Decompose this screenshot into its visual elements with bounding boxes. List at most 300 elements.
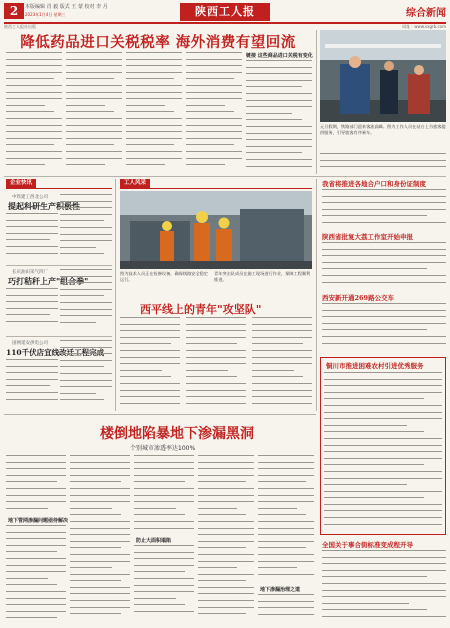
feature-col-3 <box>252 317 312 411</box>
text-line <box>246 133 312 138</box>
story-2-rule <box>6 336 112 337</box>
right-top-text <box>320 153 446 175</box>
text-line <box>6 59 62 64</box>
text-line <box>186 52 242 57</box>
railway-photo <box>320 30 446 122</box>
text-line <box>6 131 62 136</box>
right-story-2-text <box>322 242 446 290</box>
text-line <box>126 85 182 90</box>
bottom-subhead-1: 地下管网渗漏问题亟待解决 <box>8 518 69 524</box>
text-line <box>6 578 48 583</box>
text-line <box>60 289 112 294</box>
text-line <box>258 554 314 559</box>
text-line <box>320 153 446 158</box>
text-line <box>322 215 427 220</box>
left-column-divider <box>115 179 116 411</box>
text-line <box>198 488 254 493</box>
text-line <box>324 392 442 397</box>
text-line <box>70 508 112 513</box>
text-line <box>134 585 194 590</box>
story-1-rule <box>6 265 112 266</box>
text-line <box>324 510 442 515</box>
text-line <box>134 611 194 616</box>
text-line <box>70 600 130 605</box>
text-line <box>6 366 58 371</box>
text-line <box>258 501 314 506</box>
text-line <box>126 118 182 123</box>
story-1-col-b <box>60 194 112 263</box>
text-line <box>60 360 112 365</box>
text-line <box>186 98 242 103</box>
text-line <box>258 601 314 606</box>
text-line <box>252 396 312 401</box>
text-line <box>66 111 114 116</box>
text-line <box>120 370 162 375</box>
text-line <box>70 521 130 526</box>
text-line <box>198 475 254 480</box>
text-line <box>322 222 446 227</box>
text-line <box>322 550 446 555</box>
subinfo-left: 陕西工人报社出版 <box>4 24 36 29</box>
feature-photo-main <box>120 191 312 269</box>
story-2-title: 巧打秸秆上产"组合拳" <box>8 276 89 286</box>
masthead <box>4 3 446 27</box>
right-story-5-title: 全国关于事合街标准变成程开导 <box>322 541 413 549</box>
text-line <box>66 144 114 149</box>
text-line <box>198 561 254 566</box>
text-line <box>258 567 297 572</box>
text-line <box>246 80 312 85</box>
text-line <box>6 239 50 244</box>
text-line <box>134 578 194 583</box>
text-line <box>324 431 424 436</box>
text-line <box>322 209 446 214</box>
text-line <box>322 609 427 614</box>
text-line <box>66 59 122 64</box>
text-line <box>6 399 58 404</box>
text-line <box>60 276 112 281</box>
text-line <box>324 497 424 502</box>
right-story-1-title: 我省将推进各地合户口和身份证制度 <box>322 180 426 188</box>
text-line <box>246 106 312 111</box>
text-line <box>70 613 121 618</box>
right-story-5-text <box>322 550 446 624</box>
text-line <box>66 131 122 136</box>
text-line <box>66 151 122 156</box>
text-line <box>252 383 312 388</box>
text-line <box>186 59 242 64</box>
text-line <box>6 98 62 103</box>
text-line <box>70 475 130 480</box>
text-line <box>252 363 312 368</box>
text-line <box>134 558 194 563</box>
text-line <box>322 590 446 595</box>
text-line <box>186 330 246 335</box>
text-line <box>6 246 58 251</box>
text-line <box>186 158 242 163</box>
text-line <box>324 484 407 489</box>
text-line <box>186 363 246 368</box>
page-number: 2 <box>4 3 24 19</box>
text-line <box>252 330 312 335</box>
text-line <box>324 491 442 496</box>
text-line <box>126 105 165 110</box>
lead-column-2 <box>66 52 122 174</box>
text-line <box>6 372 58 377</box>
text-line <box>134 545 194 550</box>
text-line <box>6 164 45 169</box>
text-line <box>134 508 176 513</box>
text-line <box>126 98 182 103</box>
text-line <box>246 146 312 151</box>
text-line <box>134 462 194 467</box>
text-line <box>60 353 112 358</box>
text-line <box>66 158 122 163</box>
story-3-kicker: 国网延安供电公司 <box>12 341 48 346</box>
text-line <box>60 399 104 404</box>
text-line <box>6 538 66 543</box>
text-line <box>258 508 297 513</box>
text-line <box>258 594 314 599</box>
text-line <box>324 418 442 423</box>
text-line <box>70 607 130 612</box>
text-line <box>70 580 121 585</box>
text-line <box>60 340 112 345</box>
text-line <box>134 571 185 576</box>
bottom-col-3b <box>134 545 194 624</box>
right-story-4-title: 铜川市推进困难农村引进优秀服务 <box>326 362 424 370</box>
text-line <box>6 138 62 143</box>
text-line <box>186 403 246 408</box>
subinfo-right: 网址：www.sxgrb.com <box>402 24 446 29</box>
text-line <box>198 528 254 533</box>
text-line <box>322 268 427 273</box>
text-line <box>258 574 314 579</box>
bottom-col-1 <box>6 455 66 515</box>
text-line <box>126 151 182 156</box>
text-line <box>6 301 58 306</box>
text-line <box>70 514 121 519</box>
text-line <box>6 125 62 130</box>
story-3-col-b <box>60 340 112 409</box>
bottom-subhead-3: 地下渗漏治理之道 <box>260 587 301 593</box>
text-line <box>198 554 254 559</box>
text-line <box>60 234 112 239</box>
text-line <box>134 598 176 603</box>
lead-column-1 <box>6 52 62 174</box>
bottom-col-3 <box>134 455 194 535</box>
text-line <box>258 528 314 533</box>
text-line <box>70 501 130 506</box>
text-line <box>324 451 442 456</box>
text-line <box>6 105 45 110</box>
text-line <box>258 561 314 566</box>
text-line <box>126 65 182 70</box>
story-3-title: 110千伏店宜线改迁工程完成 <box>6 348 105 357</box>
text-line <box>6 468 66 473</box>
text-line <box>6 551 57 556</box>
text-line <box>60 373 112 378</box>
story-2-col-b <box>60 269 112 334</box>
text-line <box>70 534 130 539</box>
bottom-subtitle: 个别城市渗透率达100% <box>130 445 196 452</box>
text-line <box>126 92 182 97</box>
section-separator <box>4 176 446 177</box>
text-line <box>258 468 314 473</box>
text-line <box>6 481 57 486</box>
text-line <box>126 111 174 116</box>
text-line <box>186 376 237 381</box>
text-line <box>258 547 306 552</box>
text-line <box>6 571 66 576</box>
text-line <box>60 253 104 258</box>
text-line <box>6 213 58 218</box>
right-story-3-title: 西安新开通269路公交车 <box>322 294 395 302</box>
text-line <box>186 396 246 401</box>
text-line <box>6 462 66 467</box>
enterprise-label-rule <box>6 188 112 189</box>
text-line <box>324 471 442 476</box>
text-line <box>6 253 58 258</box>
text-line <box>66 164 105 169</box>
text-line <box>126 144 174 149</box>
text-line <box>134 495 194 500</box>
text-line <box>60 214 112 219</box>
text-line <box>60 220 104 225</box>
right-story-3-text <box>322 303 446 355</box>
text-line <box>120 363 180 368</box>
text-line <box>6 92 62 97</box>
text-line <box>70 495 130 500</box>
text-line <box>252 370 294 375</box>
text-line <box>198 600 254 605</box>
text-line <box>120 383 180 388</box>
text-line <box>6 65 62 70</box>
text-line <box>60 386 112 391</box>
text-line <box>134 475 194 480</box>
text-line <box>70 587 130 592</box>
text-line <box>120 396 180 401</box>
text-line <box>324 458 442 463</box>
section-name: 综合新闻 <box>406 8 446 19</box>
text-line <box>252 350 312 355</box>
text-line <box>6 501 66 506</box>
text-line <box>198 593 254 598</box>
text-line <box>6 611 66 616</box>
text-line <box>198 455 254 460</box>
text-line <box>134 481 185 486</box>
text-line <box>246 60 312 65</box>
text-line <box>322 603 409 608</box>
story-1-kicker: 中铁建工西北公司 <box>12 195 48 200</box>
text-line <box>126 158 182 163</box>
text-line <box>258 541 314 546</box>
text-line <box>198 574 254 579</box>
text-line <box>6 392 58 397</box>
text-line <box>322 242 446 247</box>
text-line <box>252 324 312 329</box>
text-line <box>322 303 446 308</box>
text-line <box>186 105 225 110</box>
text-line <box>322 336 446 341</box>
bottom-col-4 <box>198 455 254 624</box>
bottom-col-1b <box>6 525 66 624</box>
lead-box-subhead: 链接 这些商品进口关税有变化 <box>246 53 313 59</box>
text-line <box>6 52 62 57</box>
text-line <box>66 52 122 57</box>
text-line <box>252 376 303 381</box>
text-line <box>186 317 246 322</box>
text-line <box>246 113 292 118</box>
text-line <box>258 534 314 539</box>
text-line <box>70 462 130 467</box>
text-line <box>60 315 112 320</box>
lead-column-4 <box>186 52 242 174</box>
text-line <box>186 370 228 375</box>
story-1-title: 提起科研生产积极性 <box>8 201 80 211</box>
text-line <box>6 78 54 83</box>
text-line <box>70 567 112 572</box>
text-line <box>60 194 112 199</box>
text-line <box>198 587 254 592</box>
text-line <box>252 403 312 408</box>
text-line <box>70 541 130 546</box>
lead-right-divider <box>316 30 317 174</box>
text-line <box>134 528 194 533</box>
text-line <box>126 52 182 57</box>
text-line <box>66 85 122 90</box>
text-line <box>6 308 58 313</box>
text-line <box>60 322 96 327</box>
enterprise-news-label: 企业快讯 <box>6 179 36 188</box>
text-line <box>120 337 180 342</box>
text-line <box>322 583 446 588</box>
text-line <box>6 488 66 493</box>
text-line <box>186 390 246 395</box>
text-line <box>66 92 122 97</box>
text-line <box>186 131 242 136</box>
text-line <box>60 366 104 371</box>
text-line <box>246 100 312 105</box>
text-line <box>6 475 66 480</box>
text-line <box>186 343 237 348</box>
text-line <box>252 337 312 342</box>
text-line <box>6 545 66 550</box>
text-line <box>66 118 122 123</box>
text-line <box>258 462 314 467</box>
text-line <box>322 563 446 568</box>
text-line <box>6 495 66 500</box>
text-line <box>198 508 237 513</box>
feature-col-1 <box>120 317 180 411</box>
text-line <box>66 125 122 130</box>
text-line <box>6 85 62 90</box>
text-line <box>60 201 112 206</box>
text-line <box>322 570 446 575</box>
text-line <box>126 164 165 169</box>
text-line <box>134 455 194 460</box>
text-line <box>66 72 122 77</box>
text-line <box>186 111 234 116</box>
text-line <box>198 534 254 539</box>
text-line <box>6 558 66 563</box>
text-line <box>70 468 130 473</box>
text-line <box>186 357 246 362</box>
text-line <box>186 324 246 329</box>
story-2-kicker: 长庆油田采气四厂 <box>12 270 48 275</box>
text-line <box>60 309 112 314</box>
text-line <box>134 565 194 570</box>
text-line <box>324 464 424 469</box>
text-line <box>258 475 314 480</box>
text-line <box>322 202 446 207</box>
text-line <box>322 282 446 287</box>
text-line <box>6 226 58 231</box>
text-line <box>6 321 58 326</box>
text-line <box>258 495 314 500</box>
text-line <box>6 118 62 123</box>
text-line <box>6 584 57 589</box>
text-line <box>198 613 246 618</box>
text-line <box>324 398 424 403</box>
text-line <box>322 557 446 562</box>
text-line <box>134 604 185 609</box>
text-line <box>186 125 242 130</box>
text-line <box>120 403 180 408</box>
text-line <box>324 405 442 410</box>
railway-photo-caption: 元旦假期，铁路部门迎来客流高峰。图为工作人员在站台上为旅客提供服务，引导旅客有序乘车。 <box>320 124 446 135</box>
text-line <box>70 574 130 579</box>
text-line <box>322 262 446 267</box>
text-line <box>186 138 242 143</box>
feature-col-2 <box>186 317 246 411</box>
text-line <box>186 72 242 77</box>
bottom-col-5 <box>258 455 314 583</box>
text-line <box>186 78 234 83</box>
text-line <box>60 282 112 287</box>
text-line <box>252 317 312 322</box>
text-line <box>66 138 122 143</box>
text-line <box>324 379 442 384</box>
text-line <box>134 591 194 596</box>
text-line <box>60 227 112 232</box>
text-line <box>134 552 194 557</box>
text-line <box>186 65 242 70</box>
right-story-1-text <box>322 189 446 229</box>
text-line <box>246 119 302 124</box>
text-line <box>126 59 182 64</box>
text-line <box>322 316 446 321</box>
story-2-col-a <box>6 288 58 334</box>
text-line <box>60 247 96 252</box>
text-line <box>126 125 182 130</box>
text-line <box>246 126 312 131</box>
text-line <box>6 455 66 460</box>
feature-caption-right: 青年突击队成员在施工现场进行作业，保障工程顺利推进。 <box>214 271 311 282</box>
text-line <box>70 561 130 566</box>
text-line <box>6 233 58 238</box>
page-banner: 本版编辑 肖 毅 版式 王 蒙 校对 李 月 <box>25 4 108 10</box>
text-line <box>134 468 194 473</box>
text-line <box>198 547 246 552</box>
text-line <box>70 547 121 552</box>
right-story-2-title: 陕西省批复大荔工作室开始申报 <box>322 233 413 241</box>
text-line <box>186 164 225 169</box>
text-line <box>186 350 246 355</box>
story-3-col-a <box>6 359 58 409</box>
text-line <box>322 343 446 348</box>
text-line <box>60 393 96 398</box>
